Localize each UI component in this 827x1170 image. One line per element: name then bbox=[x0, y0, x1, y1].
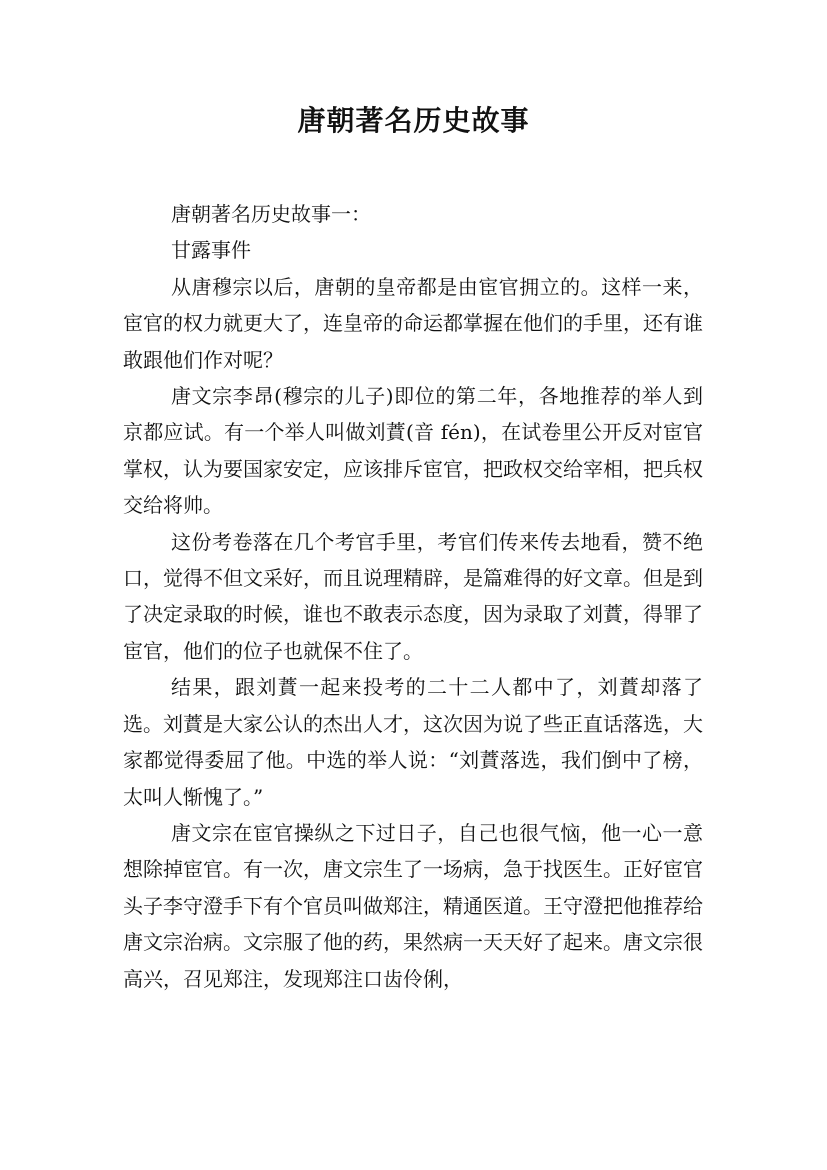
section-heading: 唐朝著名历史故事一： bbox=[171, 202, 371, 226]
page-title: 唐朝著名历史故事 bbox=[297, 104, 530, 137]
paragraph: 唐文宗在宦官操纵之下过日子，自己也很气恼，他一心一意想除掉宦官。有一次，唐文宗生了一场病，急于找医生。正好宦官头子李守澄手下有个官员叫做郑注，精通医道。王守澄把他推荐给唐文宗治病。文宗服了他的药，果然病一天天好了起来。唐文宗很高兴，召见郑注，发现郑注口齿伶俐， bbox=[123, 820, 703, 991]
paragraph: 唐文宗李昂(穆宗的儿子)即位的第二年，各地推荐的举人到京都应试。有一个举人叫做刘蕡(音 fén)，在试卷里公开反对宦官掌权，认为要国家安定，应该排斥宦官，把政权交给宰相，把兵权交给将帅。 bbox=[123, 384, 703, 518]
document-body bbox=[123, 196, 703, 997]
story-title: 甘露事件 bbox=[171, 238, 251, 263]
paragraph: 结果，跟刘蕡一起来投考的二十二人都中了，刘蕡却落了选。刘蕡是大家公认的杰出人才，这次因为说了些正直话落选，大家都觉得委屈了他。中选的举人说：“刘蕡落选，我们倒中了榜，太叫人惭愧了。” bbox=[123, 675, 703, 809]
paragraph: 从唐穆宗以后，唐朝的皇帝都是由宦官拥立的。这样一来，宦官的权力就更大了，连皇帝的命运都掌握在他们的手里，还有谁敢跟他们作对呢？ bbox=[123, 274, 703, 372]
paragraph: 这份考卷落在几个考官手里，考官们传来传去地看，赞不绝口，觉得不但文采好，而且说理精辟，是篇难得的好文章。但是到了决定录取的时候，谁也不敢表示态度，因为录取了刘蕡，得罪了宦官，他们的位子也就保不住了。 bbox=[123, 529, 703, 663]
